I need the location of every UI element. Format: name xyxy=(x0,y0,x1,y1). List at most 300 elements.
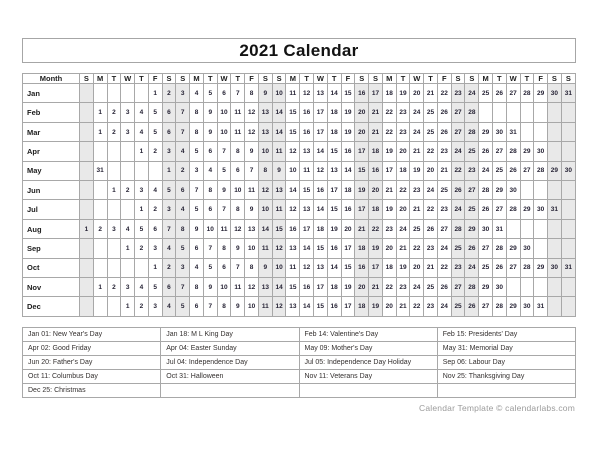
day-letter-header: W xyxy=(121,74,135,84)
day-cell: 15 xyxy=(314,239,328,258)
day-cell: 12 xyxy=(300,84,314,103)
day-cell: 29 xyxy=(506,239,520,258)
day-cell: 16 xyxy=(300,278,314,297)
day-cell: 30 xyxy=(506,181,520,200)
holiday-row xyxy=(23,370,576,384)
day-cell: 9 xyxy=(245,142,259,161)
day-cell: 6 xyxy=(203,142,217,161)
day-letter-header: M xyxy=(382,74,396,84)
day-cell: 1 xyxy=(135,200,149,219)
day-cell: 26 xyxy=(479,142,493,161)
day-cell: 15 xyxy=(300,181,314,200)
day-cell: 5 xyxy=(148,278,162,297)
day-letter-header: S xyxy=(451,74,465,84)
day-cell: 21 xyxy=(396,239,410,258)
day-cell: 28 xyxy=(465,103,479,122)
day-cell xyxy=(534,103,548,122)
day-cell: 28 xyxy=(465,122,479,141)
day-cell: 5 xyxy=(217,161,231,180)
day-cell: 2 xyxy=(148,200,162,219)
day-cell xyxy=(80,239,94,258)
day-cell: 3 xyxy=(176,258,190,277)
day-cell xyxy=(561,219,575,238)
day-cell xyxy=(520,122,534,141)
month-row xyxy=(23,161,576,180)
day-letter-header: F xyxy=(437,74,451,84)
day-cell xyxy=(561,297,575,317)
day-cell: 11 xyxy=(258,239,272,258)
holiday-table xyxy=(22,327,576,398)
day-letter-header: F xyxy=(245,74,259,84)
day-cell: 25 xyxy=(465,142,479,161)
day-cell: 15 xyxy=(286,278,300,297)
day-letter-header: M xyxy=(93,74,107,84)
day-cell: 17 xyxy=(341,297,355,317)
day-cell: 26 xyxy=(437,122,451,141)
day-cell: 28 xyxy=(506,200,520,219)
day-cell: 27 xyxy=(520,161,534,180)
day-cell: 19 xyxy=(369,297,383,317)
day-cell: 6 xyxy=(190,297,204,317)
day-cell: 14 xyxy=(272,278,286,297)
day-cell: 13 xyxy=(286,239,300,258)
month-row xyxy=(23,122,576,141)
day-letter-header: M xyxy=(286,74,300,84)
calendar-body xyxy=(23,84,576,317)
day-letter-header: S xyxy=(258,74,272,84)
day-cell: 11 xyxy=(286,84,300,103)
title-box xyxy=(22,38,576,63)
day-cell: 1 xyxy=(121,297,135,317)
day-cell: 12 xyxy=(272,297,286,317)
day-cell xyxy=(548,278,562,297)
day-cell: 4 xyxy=(190,84,204,103)
day-cell: 23 xyxy=(451,84,465,103)
day-cell: 20 xyxy=(382,239,396,258)
day-letter-header: T xyxy=(135,74,149,84)
day-cell: 29 xyxy=(534,258,548,277)
day-cell: 24 xyxy=(396,219,410,238)
day-cell: 24 xyxy=(451,142,465,161)
day-cell: 6 xyxy=(217,84,231,103)
day-cell: 10 xyxy=(231,181,245,200)
day-cell: 4 xyxy=(148,181,162,200)
day-cell: 26 xyxy=(465,239,479,258)
day-cell: 15 xyxy=(327,142,341,161)
day-cell xyxy=(534,278,548,297)
day-cell: 2 xyxy=(148,142,162,161)
day-cell xyxy=(121,142,135,161)
day-cell: 28 xyxy=(451,219,465,238)
day-cell: 23 xyxy=(382,219,396,238)
day-cell: 4 xyxy=(162,297,176,317)
day-cell: 13 xyxy=(258,122,272,141)
day-cell: 21 xyxy=(437,161,451,180)
holiday-row xyxy=(23,342,576,356)
day-cell: 23 xyxy=(410,181,424,200)
month-label: Apr xyxy=(23,142,80,161)
day-cell xyxy=(93,258,107,277)
day-cell: 28 xyxy=(492,239,506,258)
day-cell: 1 xyxy=(162,161,176,180)
day-cell: 23 xyxy=(437,142,451,161)
day-cell: 14 xyxy=(314,200,328,219)
day-cell xyxy=(80,161,94,180)
day-cell: 24 xyxy=(437,297,451,317)
day-cell: 12 xyxy=(245,103,259,122)
day-cell: 2 xyxy=(135,239,149,258)
day-cell: 14 xyxy=(327,258,341,277)
day-cell: 29 xyxy=(465,219,479,238)
day-cell: 16 xyxy=(300,103,314,122)
day-cell xyxy=(121,200,135,219)
holiday-cell: Jan 01: New Year's Day xyxy=(23,328,161,342)
day-cell xyxy=(93,142,107,161)
day-cell: 31 xyxy=(548,200,562,219)
holiday-cell: Nov 25: Thanksgiving Day xyxy=(437,370,575,384)
day-cell: 10 xyxy=(217,122,231,141)
day-cell: 3 xyxy=(190,161,204,180)
day-cell: 8 xyxy=(190,122,204,141)
day-cell: 6 xyxy=(190,239,204,258)
day-cell xyxy=(561,200,575,219)
day-cell: 15 xyxy=(314,297,328,317)
day-cell: 23 xyxy=(465,161,479,180)
day-letter-header: W xyxy=(506,74,520,84)
day-cell: 10 xyxy=(258,142,272,161)
day-cell: 17 xyxy=(327,181,341,200)
day-cell xyxy=(93,239,107,258)
day-cell: 23 xyxy=(396,278,410,297)
day-cell xyxy=(548,297,562,317)
holiday-cell: Apr 02: Good Friday xyxy=(23,342,161,356)
day-cell: 20 xyxy=(410,84,424,103)
day-cell: 9 xyxy=(203,103,217,122)
day-cell: 31 xyxy=(561,84,575,103)
day-cell xyxy=(548,219,562,238)
month-label: Aug xyxy=(23,219,80,238)
day-cell: 6 xyxy=(162,122,176,141)
calendar-header-row xyxy=(23,74,576,84)
day-cell: 19 xyxy=(327,219,341,238)
day-cell: 1 xyxy=(148,84,162,103)
day-cell: 19 xyxy=(355,181,369,200)
day-cell: 26 xyxy=(492,84,506,103)
day-cell: 7 xyxy=(190,181,204,200)
day-cell: 16 xyxy=(341,142,355,161)
day-cell: 28 xyxy=(479,181,493,200)
day-cell: 10 xyxy=(217,278,231,297)
day-cell: 19 xyxy=(396,258,410,277)
day-cell: 28 xyxy=(506,142,520,161)
day-cell: 12 xyxy=(286,142,300,161)
day-cell: 30 xyxy=(520,239,534,258)
day-letter-header: T xyxy=(107,74,121,84)
day-cell: 15 xyxy=(286,122,300,141)
day-cell: 20 xyxy=(369,181,383,200)
day-cell: 5 xyxy=(190,200,204,219)
day-cell: 29 xyxy=(492,181,506,200)
year-calendar-table xyxy=(22,73,576,317)
day-cell xyxy=(80,297,94,317)
day-cell: 14 xyxy=(272,122,286,141)
day-cell: 18 xyxy=(355,297,369,317)
day-cell: 22 xyxy=(382,122,396,141)
holiday-cell: Oct 31: Halloween xyxy=(161,370,299,384)
day-cell: 22 xyxy=(437,84,451,103)
day-cell: 26 xyxy=(492,258,506,277)
day-cell: 30 xyxy=(492,278,506,297)
holiday-cell: Feb 15: Presidents' Day xyxy=(437,328,575,342)
day-cell: 22 xyxy=(424,142,438,161)
day-cell: 8 xyxy=(245,258,259,277)
day-cell xyxy=(548,181,562,200)
day-cell: 22 xyxy=(382,103,396,122)
day-cell: 7 xyxy=(176,122,190,141)
day-cell: 27 xyxy=(506,84,520,103)
day-cell: 7 xyxy=(176,278,190,297)
day-cell: 8 xyxy=(231,142,245,161)
day-cell: 4 xyxy=(176,200,190,219)
day-cell: 27 xyxy=(479,297,493,317)
day-cell: 11 xyxy=(272,142,286,161)
day-cell: 3 xyxy=(135,181,149,200)
month-label: May xyxy=(23,161,80,180)
day-cell: 12 xyxy=(286,200,300,219)
day-cell: 1 xyxy=(80,219,94,238)
holiday-row xyxy=(23,356,576,370)
day-letter-header: S xyxy=(548,74,562,84)
day-cell: 9 xyxy=(272,161,286,180)
day-cell: 22 xyxy=(382,278,396,297)
day-cell: 17 xyxy=(369,84,383,103)
day-cell: 20 xyxy=(396,200,410,219)
day-cell: 10 xyxy=(203,219,217,238)
month-row xyxy=(23,219,576,238)
day-cell: 31 xyxy=(561,258,575,277)
day-cell: 4 xyxy=(203,161,217,180)
day-cell: 20 xyxy=(355,103,369,122)
day-cell: 19 xyxy=(341,278,355,297)
day-cell: 30 xyxy=(534,200,548,219)
day-cell: 24 xyxy=(451,200,465,219)
day-cell: 26 xyxy=(437,103,451,122)
day-cell: 6 xyxy=(176,181,190,200)
day-cell: 11 xyxy=(300,161,314,180)
day-cell xyxy=(93,84,107,103)
day-cell: 27 xyxy=(492,142,506,161)
day-cell xyxy=(93,297,107,317)
day-cell: 12 xyxy=(314,161,328,180)
day-cell: 12 xyxy=(231,219,245,238)
day-cell: 17 xyxy=(382,161,396,180)
day-cell: 12 xyxy=(300,258,314,277)
day-cell: 21 xyxy=(424,258,438,277)
day-cell: 22 xyxy=(451,161,465,180)
month-row xyxy=(23,84,576,103)
day-cell xyxy=(534,219,548,238)
day-cell: 8 xyxy=(231,200,245,219)
holiday-cell: Nov 11: Veterans Day xyxy=(299,370,437,384)
day-cell: 27 xyxy=(492,200,506,219)
day-cell: 29 xyxy=(534,84,548,103)
day-cell: 7 xyxy=(176,103,190,122)
day-cell xyxy=(93,200,107,219)
day-cell: 7 xyxy=(162,219,176,238)
day-cell: 5 xyxy=(176,297,190,317)
day-cell: 10 xyxy=(217,103,231,122)
day-cell: 31 xyxy=(506,122,520,141)
holiday-cell: Sep 06: Labour Day xyxy=(437,356,575,370)
day-cell: 18 xyxy=(355,239,369,258)
day-cell: 11 xyxy=(272,200,286,219)
holiday-cell xyxy=(299,384,437,398)
day-cell: 21 xyxy=(369,103,383,122)
day-cell: 23 xyxy=(396,103,410,122)
day-cell: 22 xyxy=(410,297,424,317)
day-cell: 17 xyxy=(314,103,328,122)
day-cell: 24 xyxy=(424,181,438,200)
day-cell: 5 xyxy=(148,103,162,122)
day-letter-header: T xyxy=(424,74,438,84)
month-label: Nov xyxy=(23,278,80,297)
day-cell: 13 xyxy=(286,297,300,317)
day-cell: 18 xyxy=(396,161,410,180)
day-cell: 14 xyxy=(314,142,328,161)
day-cell: 6 xyxy=(231,161,245,180)
day-cell: 17 xyxy=(300,219,314,238)
day-cell xyxy=(561,278,575,297)
day-cell: 17 xyxy=(355,142,369,161)
day-cell: 15 xyxy=(355,161,369,180)
day-cell: 1 xyxy=(93,103,107,122)
day-cell xyxy=(80,258,94,277)
day-cell: 22 xyxy=(369,219,383,238)
day-cell: 3 xyxy=(121,103,135,122)
day-cell: 5 xyxy=(135,219,149,238)
day-cell: 20 xyxy=(382,297,396,317)
day-cell: 8 xyxy=(245,84,259,103)
day-cell: 26 xyxy=(451,181,465,200)
day-cell: 13 xyxy=(300,142,314,161)
day-cell: 19 xyxy=(369,239,383,258)
day-cell: 29 xyxy=(520,142,534,161)
day-cell: 2 xyxy=(121,181,135,200)
day-cell: 10 xyxy=(286,161,300,180)
day-cell: 18 xyxy=(369,142,383,161)
day-cell: 23 xyxy=(424,239,438,258)
day-cell: 20 xyxy=(410,258,424,277)
day-cell: 24 xyxy=(479,161,493,180)
day-cell: 13 xyxy=(327,161,341,180)
day-cell: 26 xyxy=(479,200,493,219)
day-cell: 2 xyxy=(107,103,121,122)
day-letter-header: F xyxy=(148,74,162,84)
day-cell: 13 xyxy=(245,219,259,238)
day-cell: 15 xyxy=(286,103,300,122)
holiday-cell: Jun 20: Father's Day xyxy=(23,356,161,370)
day-cell: 3 xyxy=(148,297,162,317)
day-cell: 15 xyxy=(327,200,341,219)
day-cell: 20 xyxy=(355,278,369,297)
month-label: Jul xyxy=(23,200,80,219)
day-cell: 25 xyxy=(465,200,479,219)
day-cell: 23 xyxy=(437,200,451,219)
day-cell: 4 xyxy=(190,258,204,277)
day-cell: 15 xyxy=(341,258,355,277)
day-letter-header: F xyxy=(341,74,355,84)
day-cell: 4 xyxy=(135,103,149,122)
day-cell: 18 xyxy=(314,219,328,238)
day-cell: 2 xyxy=(176,161,190,180)
day-cell: 28 xyxy=(520,84,534,103)
day-cell: 26 xyxy=(506,161,520,180)
day-cell: 1 xyxy=(107,181,121,200)
day-cell: 9 xyxy=(217,181,231,200)
day-letter-header: T xyxy=(327,74,341,84)
day-letter-header: T xyxy=(203,74,217,84)
day-cell: 21 xyxy=(369,278,383,297)
day-cell: 9 xyxy=(258,84,272,103)
day-cell: 27 xyxy=(451,122,465,141)
day-cell: 25 xyxy=(451,297,465,317)
day-cell xyxy=(561,103,575,122)
day-cell: 14 xyxy=(300,239,314,258)
day-cell: 16 xyxy=(369,161,383,180)
day-cell: 30 xyxy=(548,258,562,277)
day-cell: 3 xyxy=(162,142,176,161)
day-cell: 9 xyxy=(203,122,217,141)
day-letter-header: M xyxy=(190,74,204,84)
holiday-table-body xyxy=(23,328,576,398)
day-cell: 4 xyxy=(121,219,135,238)
day-cell: 9 xyxy=(258,258,272,277)
day-cell xyxy=(135,161,149,180)
day-cell: 19 xyxy=(341,122,355,141)
day-cell: 10 xyxy=(272,258,286,277)
day-cell: 19 xyxy=(396,84,410,103)
day-cell: 20 xyxy=(341,219,355,238)
day-cell xyxy=(520,278,534,297)
day-cell xyxy=(534,239,548,258)
month-label: Mar xyxy=(23,122,80,141)
day-cell xyxy=(561,122,575,141)
day-cell: 22 xyxy=(424,200,438,219)
day-cell xyxy=(80,181,94,200)
day-cell: 11 xyxy=(231,278,245,297)
day-letter-header: W xyxy=(314,74,328,84)
day-cell: 6 xyxy=(203,200,217,219)
day-cell xyxy=(520,103,534,122)
day-cell xyxy=(80,200,94,219)
day-cell: 17 xyxy=(314,278,328,297)
day-cell xyxy=(506,278,520,297)
day-cell xyxy=(561,181,575,200)
day-cell: 1 xyxy=(121,239,135,258)
day-cell: 27 xyxy=(451,278,465,297)
day-cell: 14 xyxy=(327,84,341,103)
day-cell xyxy=(93,181,107,200)
day-letter-header: S xyxy=(355,74,369,84)
day-letter-header: M xyxy=(479,74,493,84)
day-cell: 24 xyxy=(410,103,424,122)
day-cell: 8 xyxy=(190,103,204,122)
day-cell: 6 xyxy=(148,219,162,238)
month-row xyxy=(23,103,576,122)
day-cell: 21 xyxy=(369,122,383,141)
day-cell: 5 xyxy=(190,142,204,161)
day-cell: 18 xyxy=(369,200,383,219)
